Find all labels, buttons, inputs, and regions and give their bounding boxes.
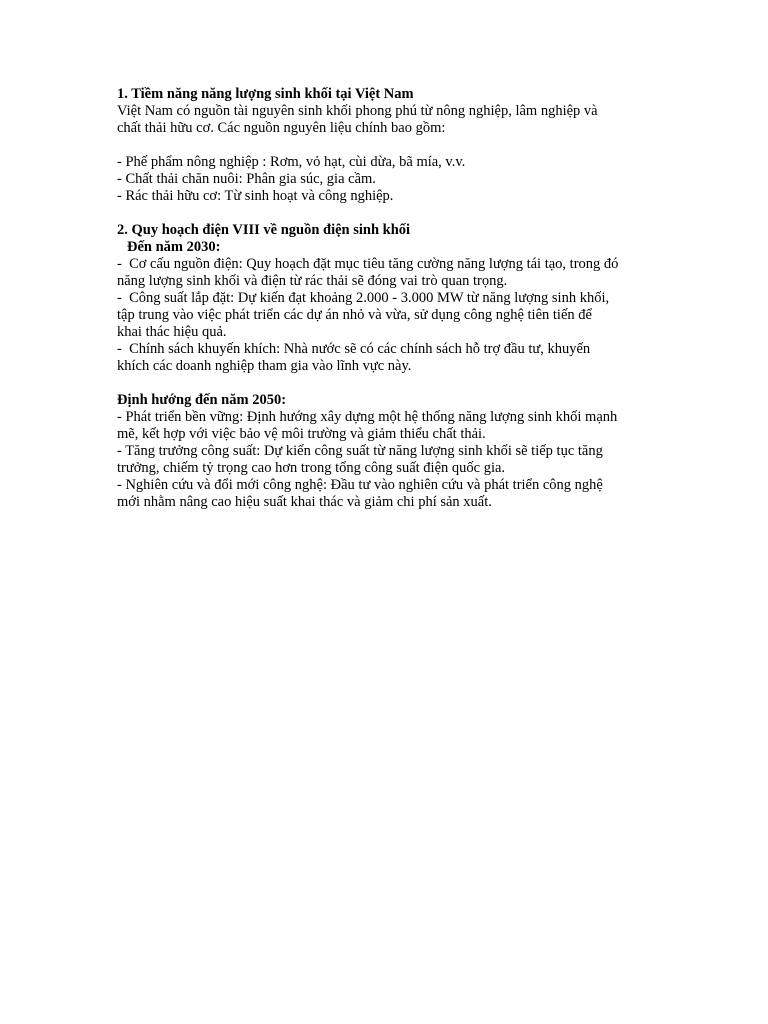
subtitle-2030: Đến năm 2030: [127, 239, 221, 255]
section1-bullet: - Phế phẩm nông nghiệp : Rơm, vỏ hạt, cùi dừa, bã mía, v.v. [117, 154, 466, 170]
spacer [117, 375, 662, 392]
item-2050-line: - Tăng trưởng công suất: Dự kiến công suất từ năng lượng sinh khối sẽ tiếp tục tăng [117, 443, 603, 459]
item-2030-line: khai thác hiệu quả. [117, 324, 227, 340]
item-2050-line: mới nhằm nâng cao hiệu suất khai thác và giảm chi phí sản xuất. [117, 494, 492, 510]
item-2050-line: - Nghiên cứu và đổi mới công nghệ: Đầu tư vào nghiên cứu và phát triển công nghệ [117, 477, 603, 493]
item-2030-line: tập trung vào việc phát triển các dự án nhỏ và vừa, sử dụng công nghệ tiên tiến để [117, 307, 592, 323]
item-2030-line: - Công suất lắp đặt: Dự kiến đạt khoảng 2.000 - 3.000 MW từ năng lượng sinh khối, [117, 290, 610, 306]
spacer [117, 137, 662, 154]
item-2050-line: mẽ, kết hợp với việc bảo vệ môi trường và giảm thiểu chất thải. [117, 426, 486, 442]
spacer [117, 205, 662, 222]
section1-bullet: - Chất thải chăn nuôi: Phân gia súc, gia cầm. [117, 171, 376, 187]
section1-title: 1. Tiềm năng năng lượng sinh khối tại Việt Nam [117, 86, 414, 102]
item-2050-line: - Phát triển bền vững: Định hướng xây dựng một hệ thống năng lượng sinh khối mạnh [117, 409, 618, 425]
item-2030-line: năng lượng sinh khối và điện từ rác thải sẽ đóng vai trò quan trọng. [117, 273, 508, 289]
section1-bullet: - Rác thải hữu cơ: Từ sinh hoạt và công nghiệp. [117, 188, 394, 204]
section1-intro-line1: Việt Nam có nguồn tài nguyên sinh khối phong phú từ nông nghiệp, lâm nghiệp và [117, 103, 598, 119]
subtitle-2050: Định hướng đến năm 2050: [117, 392, 287, 408]
document-page [117, 86, 662, 511]
section2-title: 2. Quy hoạch điện VIII về nguồn điện sinh khối [117, 222, 411, 238]
item-2030-line: - Chính sách khuyến khích: Nhà nước sẽ có các chính sách hỗ trợ đầu tư, khuyến [117, 341, 591, 357]
item-2030-line: khích các doanh nghiệp tham gia vào lĩnh vực này. [117, 358, 412, 374]
item-2030-line: - Cơ cấu nguồn điện: Quy hoạch đặt mục tiêu tăng cường năng lượng tái tạo, trong đó [117, 256, 619, 272]
item-2050-line: trưởng, chiếm tỷ trọng cao hơn trong tổng công suất điện quốc gia. [117, 460, 506, 476]
section1-intro-line2: chất thải hữu cơ. Các nguồn nguyên liệu chính bao gồm: [117, 120, 446, 136]
